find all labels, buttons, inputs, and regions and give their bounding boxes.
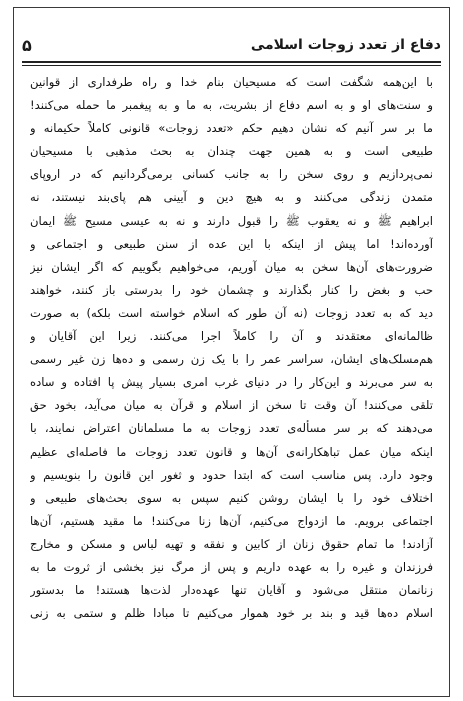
body-text [30, 71, 433, 625]
text-line: دید که به تعدد زوجات (نه آن طور که اسلام خواسته است بلکه) به صورت [30, 305, 433, 320]
text-line: آزادند! ما تمام حقوق زنان از کابین و نفقه و تهیه لباس و مسکن و مخارج [30, 536, 433, 551]
text-line: زنانمان منتقل می‌شود و آقایان تنها عهده‌دار لذت‌ها هستند! ما بدستور [30, 583, 433, 598]
header-rule [22, 61, 441, 63]
text-line: نمی‌پردازیم و روی سخن را به جانب کسانی برمی‌گردانیم که در اروپای [30, 167, 433, 182]
text-line: به سر می‌برند و این‌کار را در دنیای غرب امری بسیار پیش پا افتاده و ساده [30, 375, 433, 390]
text-line: ما بر سر آنیم که نشان دهیم حکم «تعدد زوجات» قانونی کاملاً حکیمانه و [30, 121, 433, 136]
text-line: اختلاف خود را با ایشان روشن کنیم سپس به سوی بحث‌های طبیعی و [30, 490, 433, 505]
running-title: دفاع از تعدد زوجات اسلامی [250, 37, 441, 53]
text-line: اینکه میان عمل تباهکارانه‌ی آن‌ها و قانون تعدد زوجات ما فاصله‌ای عظیم [30, 444, 433, 459]
text-line: هم‌مسلک‌های ایشان، سراسر عمر را با یک زن رسمی و ده‌ها زن غیر رسمی [30, 352, 433, 367]
page-number: ۵ [22, 35, 32, 55]
text-line: ظالمانه‌ای معتقدند و آن را کاملاً اجرا می‌کنند. زیرا این آقایان و [30, 329, 433, 344]
text-line: اجتماعی برویم. ما ازدواج می‌کنیم، آن‌ها زنا می‌کنند! ما مقید هستیم، آن‌ها [30, 513, 433, 528]
page-header [22, 33, 441, 57]
text-line: آورده‌اند! اما پیش از اینکه با این عده از سنن طبیعی و اجتماعی و [30, 236, 433, 251]
text-line: طبیعی است و به همین جهت چندان به بحث مذهبی با مسیحیان [30, 144, 433, 159]
text-line: می‌دهند که بر سر مسأله‌ی تعدد زوجات به ما مسلمانان اعتراض نمایند، با [30, 421, 433, 436]
text-line: ابراهیم ﷺ و نه یعقوب ﷺ را قبول دارند و نه به عیسی مسیح ﷺ ایمان [30, 213, 433, 228]
text-line: تلقی می‌کنند! آن وقت تا سخن از اسلام و قرآن به میان می‌آید، بخود حق [30, 398, 433, 413]
text-line: حب و بغض را کنار بگذارند و چشمان خود را بدرستی باز کنند، خواهند [30, 282, 433, 297]
text-line: وجود دارد. پس مناسب است که ابتدا حدود و ثغور این قانون را بنویسیم و [30, 467, 433, 482]
text-line: ضرورت‌های آن‌ها سخن به میان آوریم، می‌خواهیم بگوییم که اگر ایشان نیز [30, 259, 433, 274]
text-line: با این‌همه شگفت است که مسیحیان بنام خدا و راه طرفداری از قوانین [30, 75, 433, 89]
text-line: متمدن زندگی می‌کنند و به هیچ دین و آیینی هم پای‌بند نیستند، نه [30, 190, 433, 205]
header-rule-thin [22, 65, 441, 66]
text-line: فرزندان و غیره را به عهده داریم و پس از مرگ نیز بخشی از ثروت ما به [30, 559, 433, 574]
text-line: اسلام ده‌ها قید و بند بر خود هموار می‌کنیم تا مبادا ظلم و ستمی به زنی [30, 606, 433, 621]
text-line: و سنت‌های او و به اسم دفاع از بشریت، به ما و به پیغمبر ما حمله می‌کنند! [30, 98, 433, 113]
